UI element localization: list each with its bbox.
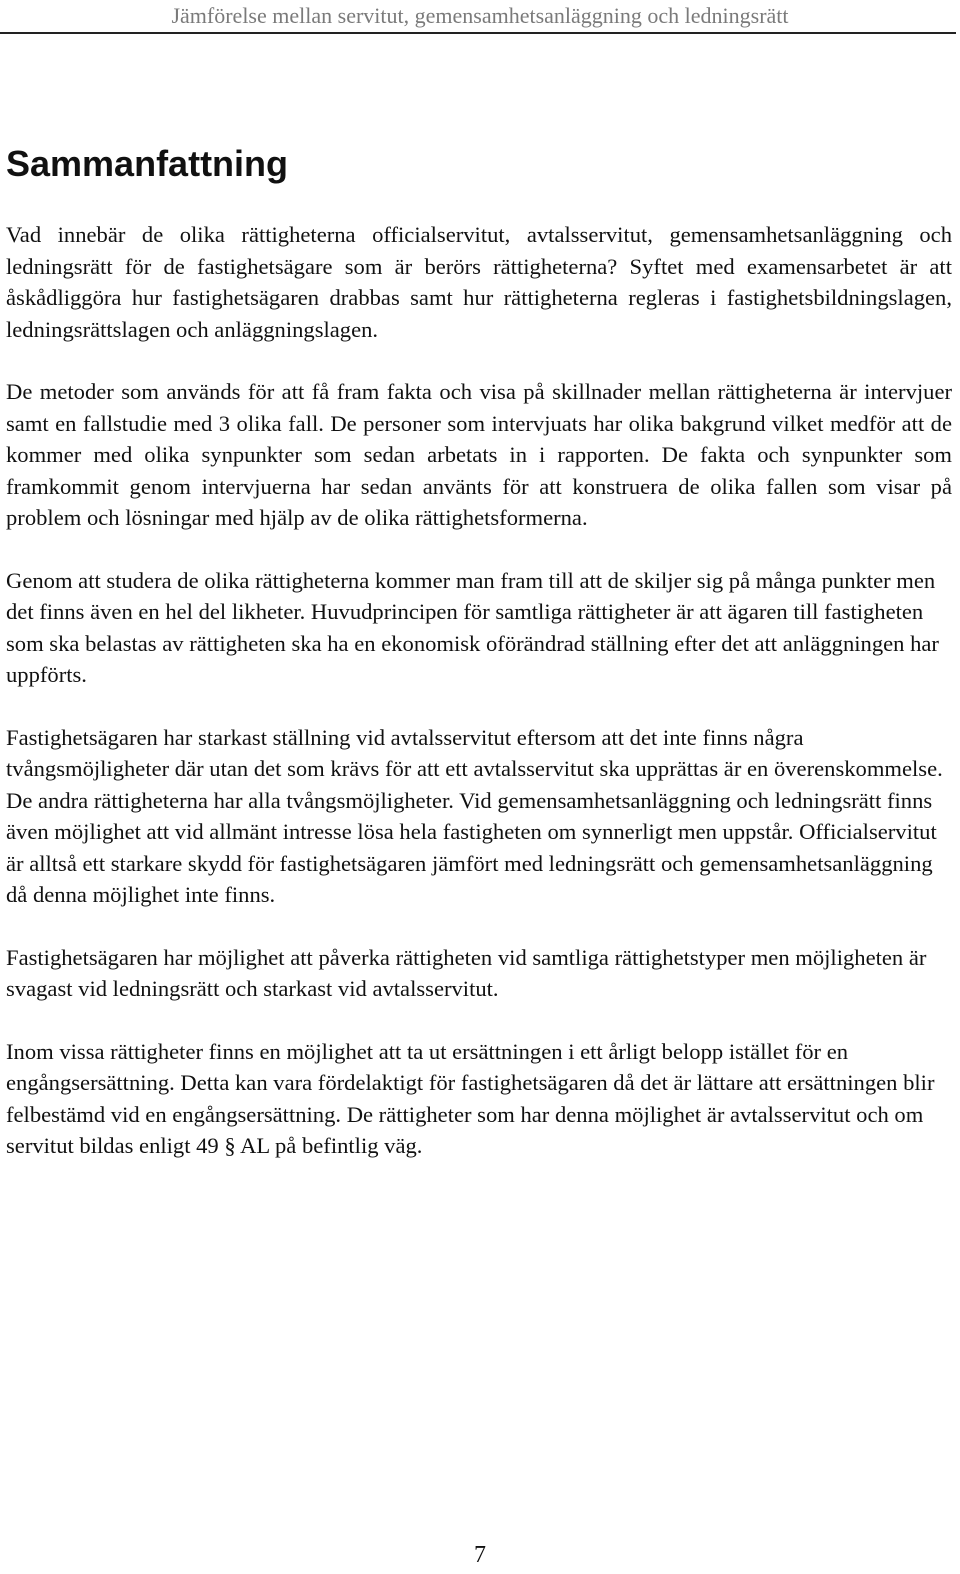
body-text: [6, 219, 952, 1193]
running-header: Jämförelse mellan servitut, gemensamhetsanläggning och ledningsrätt: [171, 3, 789, 28]
paragraph-methods: De metoder som används för att få fram fakta och visa på skillnader mellan rättigheterna är intervjuer samt en fallstudie med 3 olika fall. De personer som intervjuats har olika bakgrund vilket medför att de kommer med olika synpunkter som sedan arbetats in i rapporten. De fakta och synpunkter som framkommit genom intervjuerna har sedan använts för att konstruera de olika fallen som visar på problem och lösningar med hjälp av de olika rättighetsformerna.: [6, 379, 952, 530]
section-title: Sammanfattning: [6, 143, 289, 184]
paragraph-position: Fastighetsägaren har starkast ställning vid avtalsservitut eftersom att det inte finns några tvångsmöjligheter där utan det som krävs för att ett avtalsservitut ska upprättas är en överenskommelse. De andra rättigheterna har alla tvångsmöjligheter. Vid gemensamhetsanläggning och ledningsrätt finns även möjlighet att vid allmänt intresse lösa hela fastigheten om synnerligt men uppstår. Officialservitut är alltså ett starkare skydd för fastighetsägaren jämfört med ledningsrätt och gemensamhetsanläggning då denna möjlighet inte finns.: [6, 724, 943, 907]
page-number: 7: [474, 1542, 486, 1568]
header-divider: [0, 32, 956, 34]
paragraph-compensation: Inom vissa rättigheter finns en möjlighet att ta ut ersättningen i ett årligt belopp istället för en engångsersättning. Detta kan vara fördelaktigt för fastighetsägaren då det är lättare att ersättningen blir felbestämd vid en engångsersättning. De rättigheter som har denna möjlighet är avtalsservitut och om servitut bildas enligt 49 § AL på befintlig väg.: [6, 1038, 935, 1158]
paragraph-intro: Vad innebär de olika rättigheterna officialservitut, avtalsservitut, gemensamhetsanläggning och ledningsrätt för de fastighetsägare som är berörs rättigheterna? Syftet med examensarbetet är att åskådliggöra hur fastighetsägaren drabbas samt hur rättigheterna regleras i fastighetsbildningslagen, ledningsrättslagen och anläggningslagen.: [6, 222, 952, 342]
paragraph-comparison: Genom att studera de olika rättigheterna kommer man fram till att de skiljer sig på många punkter men det finns även en hel del likheter. Huvudprincipen för samtliga rättigheter är att ägaren till fastigheten som ska belastas av rättigheten ska ha en ekonomisk oförändrad ställning efter det att anläggningen har uppförts.: [6, 567, 939, 687]
paragraph-influence: Fastighetsägaren har möjlighet att påverka rättigheten vid samtliga rättighetstyper men möjligheten är svagast vid ledningsrätt och starkast vid avtalsservitut.: [6, 944, 927, 1001]
